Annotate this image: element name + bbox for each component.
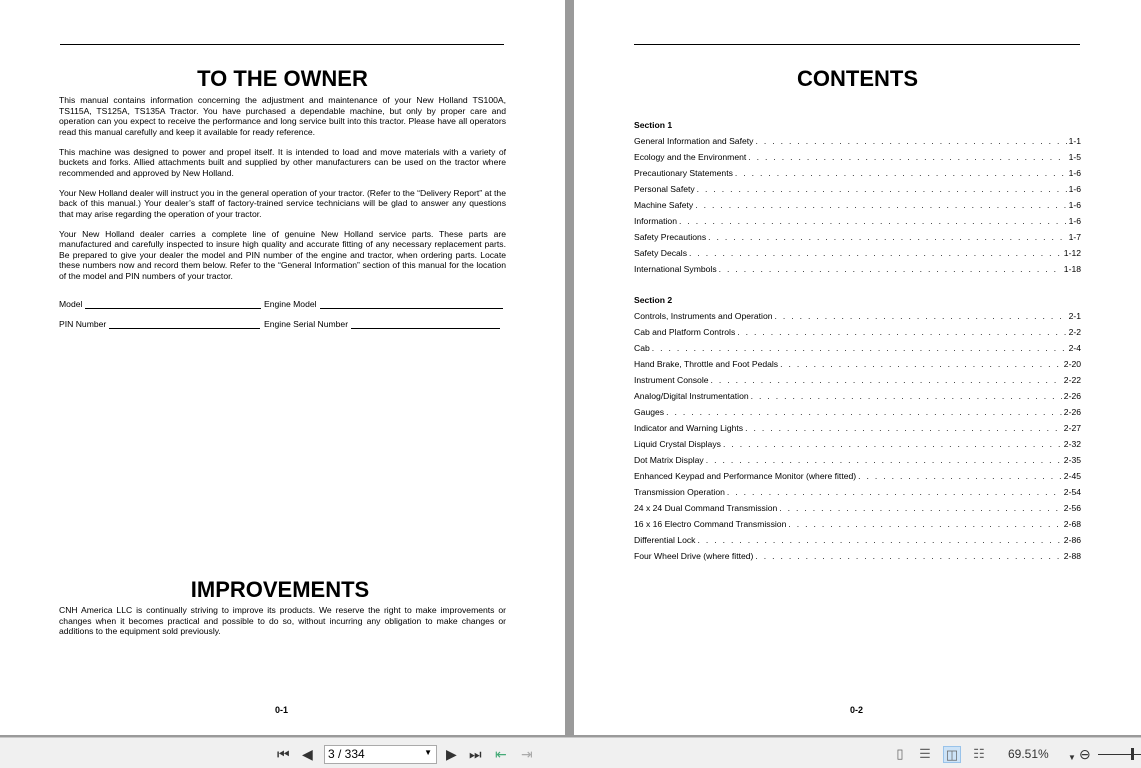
leader-dots bbox=[755, 551, 1061, 561]
previous-view-icon[interactable]: ⇤ bbox=[495, 746, 507, 762]
section-heading: Section 2 bbox=[634, 295, 673, 305]
toc-entry[interactable] bbox=[634, 471, 1081, 481]
toc-entry-page: 2-20 bbox=[1063, 359, 1081, 369]
toc-entry-title: Indicator and Warning Lights bbox=[634, 423, 744, 433]
toc-entry-page: 1-6 bbox=[1068, 216, 1081, 226]
zoom-dropdown-icon[interactable]: ▼ bbox=[1068, 753, 1076, 762]
toc-entry[interactable] bbox=[634, 503, 1081, 513]
toc-entry-page: 2-68 bbox=[1063, 519, 1081, 529]
toc-entry-page: 2-54 bbox=[1063, 487, 1081, 497]
zoom-out-icon[interactable]: ⊖ bbox=[1079, 746, 1091, 762]
leader-dots bbox=[775, 311, 1067, 321]
toc-entry-page: 2-27 bbox=[1063, 423, 1081, 433]
toc-entry-page: 1-1 bbox=[1068, 136, 1081, 146]
toc-entry-page: 2-4 bbox=[1068, 343, 1081, 353]
toc-entry-title: General Information and Safety bbox=[634, 136, 754, 146]
toc-entry-title: Precautionary Statements bbox=[634, 168, 733, 178]
continuous-view-icon[interactable]: ☰ bbox=[919, 746, 931, 761]
toc-entry-title: Machine Safety bbox=[634, 200, 694, 210]
toc-entry-title: Instrument Console bbox=[634, 375, 709, 385]
leader-dots bbox=[719, 264, 1062, 274]
page-number: 0-1 bbox=[275, 705, 289, 715]
paragraph: Your New Holland dealer carries a complete line of genuine New Holland service parts. These parts are manufactured and carefully inspected to insure high quality and accurate fitting of any necessary replacement parts. Be prepared to give your dealer the model and PIN number of the engine and tractor, when ordering parts. Locate these numbers now and record them below. Refer to the “General Information” section of this manual for the location of the model and PIN numbers of your tractor. bbox=[59, 228, 506, 281]
toc-entry[interactable] bbox=[634, 200, 1081, 210]
leader-dots bbox=[689, 248, 1062, 258]
engine-serial-label: Engine Serial Number bbox=[264, 319, 349, 329]
toc-entry-title: Personal Safety bbox=[634, 184, 695, 194]
toc-entry-page: 2-88 bbox=[1063, 551, 1081, 561]
bottom-toolbar bbox=[0, 737, 1141, 768]
continuous-facing-view-icon[interactable]: ☷ bbox=[973, 746, 985, 761]
paragraph: Your New Holland dealer will instruct you in the general operation of your tractor. (Refer to the “Delivery Report” at the back of this manual.) Your dealer’s staff of factory-trained service technicians will be glad to answer any questions that may arise regarding the operation of your tractor. bbox=[59, 187, 506, 219]
toc-entry[interactable] bbox=[634, 535, 1081, 545]
leader-dots bbox=[779, 503, 1062, 513]
toc-entry-page: 1-18 bbox=[1063, 264, 1081, 274]
contents-title: CONTENTS bbox=[797, 66, 918, 91]
chevron-down-icon[interactable]: ▼ bbox=[424, 748, 432, 757]
toc-entry-page: 2-26 bbox=[1063, 391, 1081, 401]
toc-entry[interactable] bbox=[634, 311, 1081, 321]
toc-entry-page: 1-6 bbox=[1068, 168, 1081, 178]
leader-dots bbox=[788, 519, 1061, 529]
leader-dots bbox=[751, 391, 1062, 401]
toc-entry[interactable] bbox=[634, 407, 1081, 417]
leader-dots bbox=[679, 216, 1067, 226]
toc-entry[interactable] bbox=[634, 439, 1081, 449]
toc-entry-page: 2-32 bbox=[1063, 439, 1081, 449]
toc-entry-title: Safety Decals bbox=[634, 248, 688, 258]
toc-entry-title: 16 x 16 Electro Command Transmission bbox=[634, 519, 787, 529]
toc-entry[interactable] bbox=[634, 487, 1081, 497]
engine-model-label: Engine Model bbox=[264, 299, 317, 309]
leader-dots bbox=[858, 471, 1062, 481]
toc-entry[interactable] bbox=[634, 455, 1081, 465]
leader-dots bbox=[748, 152, 1066, 162]
toc-entry[interactable] bbox=[634, 359, 1081, 369]
page-number: 0-2 bbox=[850, 705, 864, 715]
toc-entry[interactable] bbox=[634, 423, 1081, 433]
toc-entry-page: 2-2 bbox=[1068, 327, 1081, 337]
single-page-view-icon[interactable]: ▯ bbox=[896, 746, 904, 761]
toc-entry[interactable] bbox=[634, 375, 1081, 385]
leader-dots bbox=[711, 375, 1062, 385]
toc-entry-title: Differential Lock bbox=[634, 535, 696, 545]
toc-entry-page: 1-7 bbox=[1068, 232, 1081, 242]
toc-entry-page: 2-45 bbox=[1063, 471, 1081, 481]
toc-entry-title: Transmission Operation bbox=[634, 487, 725, 497]
right-page bbox=[574, 0, 1141, 735]
leader-dots bbox=[666, 407, 1062, 417]
engine-serial-field bbox=[264, 319, 500, 329]
toc-entry-title: 24 x 24 Dual Command Transmission bbox=[634, 503, 778, 513]
toc-entry-title: Cab bbox=[634, 343, 650, 353]
toc-entry[interactable] bbox=[634, 391, 1081, 401]
leader-dots bbox=[745, 423, 1062, 433]
zoom-slider[interactable] bbox=[1098, 754, 1141, 755]
leader-dots bbox=[735, 168, 1067, 178]
first-page-icon[interactable]: ⏮ bbox=[277, 746, 290, 762]
leader-dots bbox=[695, 200, 1066, 210]
toc-entry-title: Ecology and the Environment bbox=[634, 152, 747, 162]
toc-entry[interactable] bbox=[634, 152, 1081, 162]
header-rule bbox=[634, 44, 1080, 45]
leader-dots bbox=[755, 136, 1066, 146]
owner-title: TO THE OWNER bbox=[197, 66, 368, 91]
toc-entry-title: Liquid Crystal Displays bbox=[634, 439, 721, 449]
previous-page-icon[interactable]: ◀ bbox=[302, 746, 313, 762]
toc-entry[interactable] bbox=[634, 232, 1081, 242]
toc-entry-title: Four Wheel Drive (where fitted) bbox=[634, 551, 754, 561]
owner-text bbox=[59, 95, 506, 291]
toc-entry-title: Enhanced Keypad and Performance Monitor (where fitted) bbox=[634, 471, 857, 481]
pin-label: PIN Number bbox=[59, 319, 107, 329]
toc-entry[interactable] bbox=[634, 343, 1081, 353]
toc-entry-title: Analog/Digital Instrumentation bbox=[634, 391, 749, 401]
toc-entry-page: 1-6 bbox=[1068, 200, 1081, 210]
toc-entry[interactable] bbox=[634, 136, 1081, 146]
toc-entry[interactable] bbox=[634, 216, 1081, 226]
pin-field bbox=[59, 319, 260, 329]
model-label: Model bbox=[59, 299, 83, 309]
leader-dots bbox=[706, 455, 1062, 465]
next-page-icon[interactable]: ▶ bbox=[446, 746, 457, 762]
toc-entry-page: 2-26 bbox=[1063, 407, 1081, 417]
toc-entry[interactable] bbox=[634, 327, 1081, 337]
improvements-title: IMPROVEMENTS bbox=[190, 577, 370, 602]
leader-dots bbox=[723, 439, 1062, 449]
toc-entry-page: 1-6 bbox=[1068, 184, 1081, 194]
toc-entry-page: 2-56 bbox=[1063, 503, 1081, 513]
next-view-icon[interactable]: ⇥ bbox=[521, 746, 533, 762]
toc-entry-title: Dot Matrix Display bbox=[634, 455, 704, 465]
toc-entry[interactable] bbox=[634, 519, 1081, 529]
leader-dots bbox=[737, 327, 1066, 337]
toc-entry[interactable] bbox=[634, 184, 1081, 194]
leader-dots bbox=[697, 535, 1061, 545]
zoom-level[interactable]: 69.51% bbox=[1008, 747, 1049, 761]
toc-entry-page: 2-22 bbox=[1063, 375, 1081, 385]
paragraph: This machine was designed to power and propel itself. It is intended to load and move materials with a variety of buckets and forks. Allied attachments built and supplied by other manufacturers can be used on the tractor where recommended and approved by New Holland. bbox=[59, 146, 506, 178]
toc-entry-title: Gauges bbox=[634, 407, 665, 417]
toc-entry[interactable] bbox=[634, 168, 1081, 178]
toc-entry-title: Safety Precautions bbox=[634, 232, 707, 242]
zoom-slider-handle[interactable] bbox=[1131, 748, 1134, 760]
page-field-value: 3 / 334 bbox=[328, 747, 365, 761]
page-number-input[interactable] bbox=[324, 745, 437, 764]
paragraph: This manual contains information concerning the adjustment and maintenance of your New Holland TS100A, TS115A, TS125A, TS135A Tractor. You have purchased a dependable machine, but only by proper care and operation can you expect to receive the performance and long service built into this tractor. Please have all operators read this manual carefully and keep it available for ready reference. bbox=[59, 95, 506, 137]
leader-dots bbox=[708, 232, 1066, 242]
header-rule bbox=[60, 44, 504, 45]
toc-entry[interactable] bbox=[634, 264, 1081, 274]
toc-entry-page: 2-86 bbox=[1063, 535, 1081, 545]
leader-dots bbox=[652, 343, 1067, 353]
toc-entry-title: Cab and Platform Controls bbox=[634, 327, 736, 337]
left-page bbox=[0, 0, 565, 735]
leader-dots bbox=[697, 184, 1067, 194]
toc-entry-title: Controls, Instruments and Operation bbox=[634, 311, 773, 321]
improvements-text: CNH America LLC is continually striving to improve its products. We reserve the right to make improvements or changes when it becomes practical and possible to do so, without incurring any obligation to make changes or additions to the equipment sold previously. bbox=[59, 605, 506, 636]
toc-entry-title: International Symbols bbox=[634, 264, 717, 274]
leader-dots bbox=[727, 487, 1062, 497]
engine-model-field bbox=[264, 299, 503, 309]
toc-entry-page: 1-5 bbox=[1068, 152, 1081, 162]
model-field bbox=[59, 299, 261, 309]
toc-entry-title: Information bbox=[634, 216, 677, 226]
toc-entry-page: 1-12 bbox=[1063, 248, 1081, 258]
facing-view-icon[interactable]: ◫ bbox=[943, 746, 961, 763]
last-page-icon[interactable]: ⏭ bbox=[469, 746, 482, 762]
toc-entry[interactable] bbox=[634, 551, 1081, 561]
toc-entry-page: 2-35 bbox=[1063, 455, 1081, 465]
leader-dots bbox=[780, 359, 1062, 369]
toc-entry-title: Hand Brake, Throttle and Foot Pedals bbox=[634, 359, 779, 369]
toc-entry-page: 2-1 bbox=[1068, 311, 1081, 321]
section-heading: Section 1 bbox=[634, 120, 673, 130]
toc-entry[interactable] bbox=[634, 248, 1081, 258]
